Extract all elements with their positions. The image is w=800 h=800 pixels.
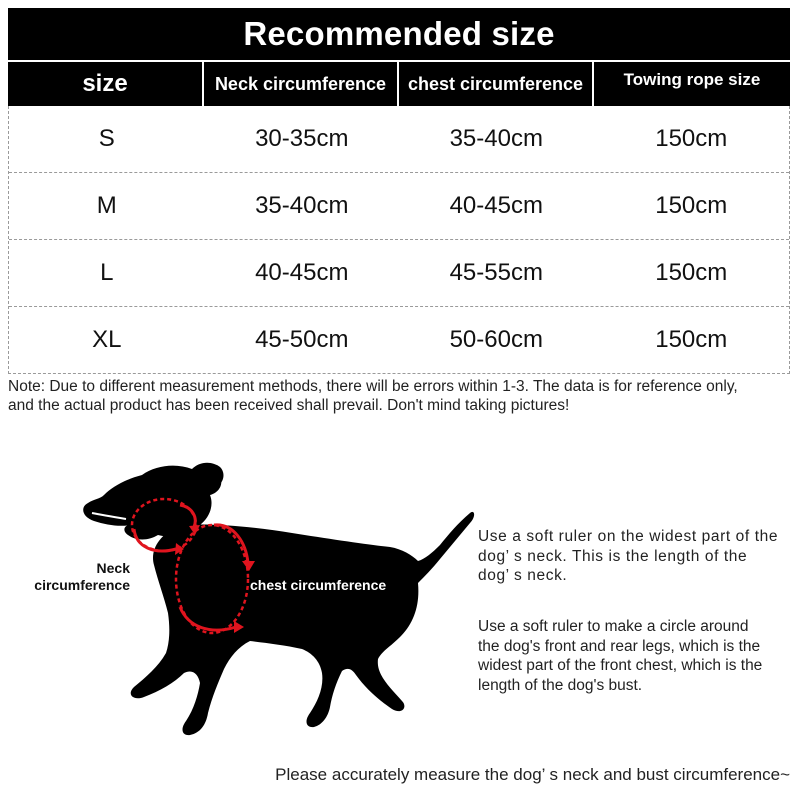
cell-size: L [100, 259, 114, 286]
table-row [9, 106, 789, 173]
instruction-line: Use a soft ruler to make a circle around [478, 618, 749, 635]
measure-reminder: Please accurately measure the dog’ s neck and bust circumference~ [275, 765, 790, 784]
instruction-line: the dog's front and rear legs, which is the [478, 637, 761, 655]
cell-chest: 35-40cm [449, 125, 543, 152]
table-row [9, 173, 789, 240]
neck-label-line: circumference [34, 577, 130, 593]
size-table [8, 60, 790, 374]
cell-neck: 35-40cm [255, 192, 349, 219]
cell-rope: 150cm [655, 326, 728, 353]
chest-instructions [478, 617, 790, 695]
table-body [8, 106, 790, 374]
table-header [8, 60, 790, 106]
cell-rope: 150cm [655, 192, 728, 219]
dog-silhouette [83, 463, 474, 735]
instruction-line: dog’ s neck. This is the length of the [478, 547, 748, 565]
table-row [9, 240, 789, 307]
note-line: and the actual product has been received shall prevail. Don't mind taking pictures! [8, 397, 570, 414]
cell-rope: 150cm [655, 125, 728, 152]
instruction-line: Use a soft ruler on the widest part of the [478, 528, 779, 545]
instruction-line: dog’ s neck. [478, 567, 568, 584]
cell-chest: 50-60cm [449, 326, 543, 353]
cell-size: S [98, 125, 115, 152]
cell-neck: 45-50cm [255, 326, 349, 353]
header-neck: Neck circumference [204, 62, 399, 106]
dog-silhouette-diagram [30, 455, 480, 755]
header-size: size [8, 62, 204, 106]
neck-label-line: Neck [96, 560, 130, 576]
chest-circumference-label: chest circumference [250, 577, 387, 593]
neck-circumference-label [26, 560, 130, 594]
cell-size: M [96, 192, 117, 219]
note-line: Note: Due to different measurement methods, there will be errors within 1-3. The data is for reference only, [8, 378, 738, 395]
cell-rope: 150cm [655, 259, 728, 286]
cell-chest: 40-45cm [449, 192, 543, 219]
cell-neck: 40-45cm [255, 259, 349, 286]
header-rope: Towing rope size [623, 70, 761, 89]
disclaimer-note [8, 377, 794, 415]
page-title: Recommended size [8, 8, 790, 60]
instruction-line: widest part of the front chest, which is the [478, 657, 763, 674]
cell-size: XL [92, 326, 122, 353]
cell-neck: 30-35cm [255, 125, 349, 152]
header-chest: chest circumference [399, 62, 594, 106]
instruction-line: length of the dog's bust. [478, 676, 643, 694]
neck-instructions [478, 527, 790, 586]
cell-chest: 45-55cm [449, 259, 543, 286]
table-row [9, 307, 789, 373]
